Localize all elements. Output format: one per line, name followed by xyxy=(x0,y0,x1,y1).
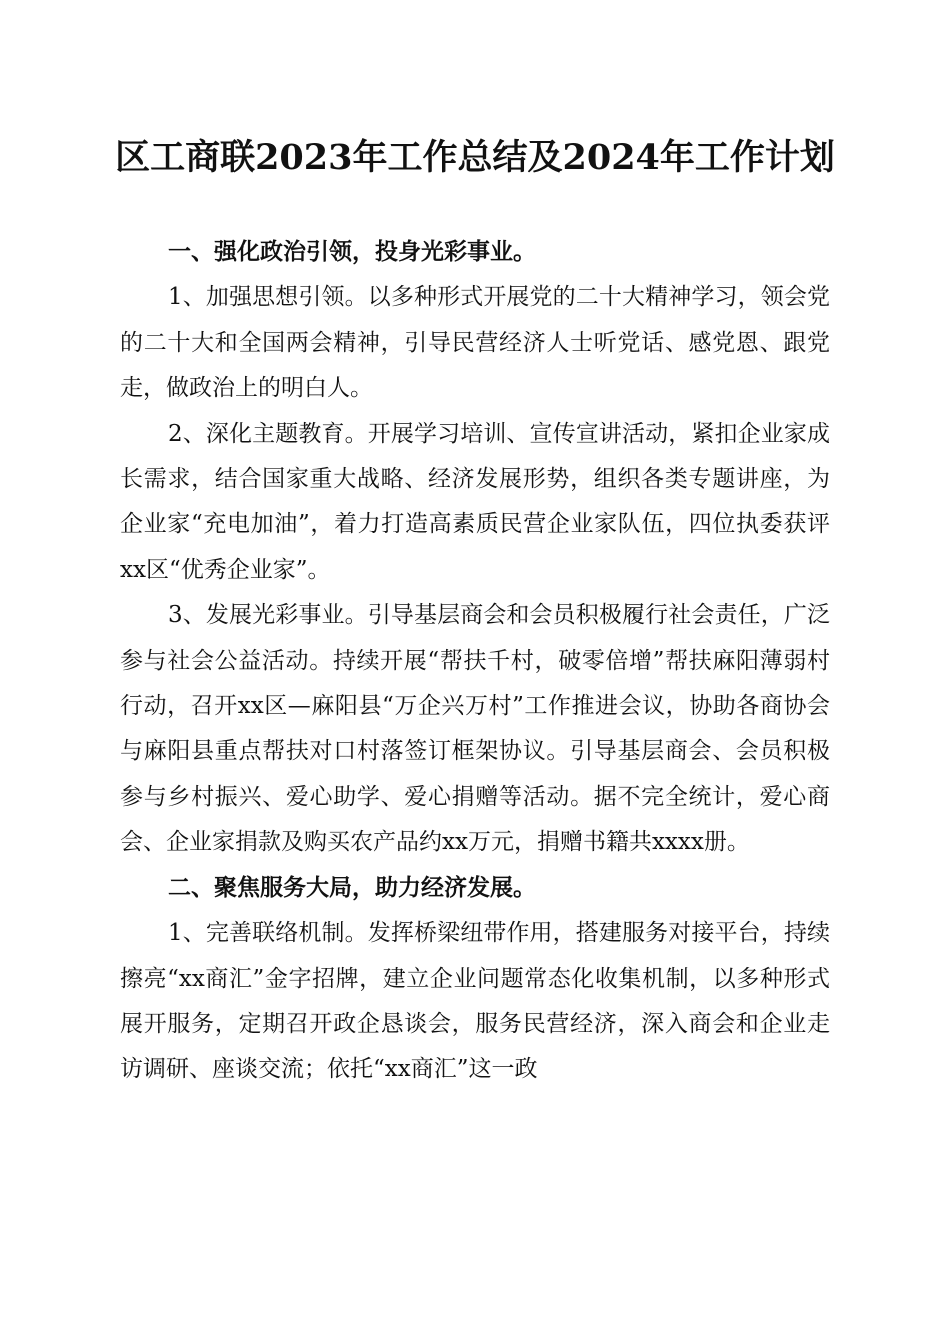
paragraph-2-1: 1、完善联络机制。发挥桥梁纽带作用，搭建服务对接平台，持续擦亮“xx商汇”金字招牌，建立企业问题常态化收集机制，以多种形式展开服务，定期召开政企恳谈会，服务民营经济，深入商会和企业走访调研、座谈交流；依托“xx商汇”这一政 xyxy=(120,920,830,1083)
document-body xyxy=(120,230,830,1093)
section-heading-1: 一、强化政治引领，投身光彩事业。 xyxy=(168,239,536,265)
document-title: 区工商联2023年工作总结及2024年工作计划 xyxy=(115,137,835,178)
paragraph-1-3: 3、发展光彩事业。引导基层商会和会员积极履行社会责任，广泛参与社会公益活动。持续开展“帮扶千村，破零倍增”帮扶麻阳薄弱村行动，召开xx区—麻阳县“万企兴万村”工作推进会议，协助各商协会与麻阳县重点帮扶对口村落签订框架协议。引导基层商会、会员积极参与乡村振兴、爱心助学、爱心捐赠等活动。据不完全统计，爱心商会、企业家捐款及购买农产品约xx万元，捐赠书籍共xxxx册。 xyxy=(120,602,830,856)
paragraph-1-1: 1、加强思想引领。以多种形式开展党的二十大精神学习，领会党的二十大和全国两会精神，引导民营经济人士听党话、感党恩、跟党走，做政治上的明白人。 xyxy=(120,284,830,402)
section-heading-2: 二、聚焦服务大局，助力经济发展。 xyxy=(168,874,536,901)
paragraph-1-2: 2、深化主题教育。开展学习培训、宣传宣讲活动，紧扣企业家成长需求，结合国家重大战略、经济发展形势，组织各类专题讲座，为企业家“充电加油”，着力打造高素质民营企业家队伍，四位执委获评xx区“优秀企业家”。 xyxy=(120,420,830,583)
